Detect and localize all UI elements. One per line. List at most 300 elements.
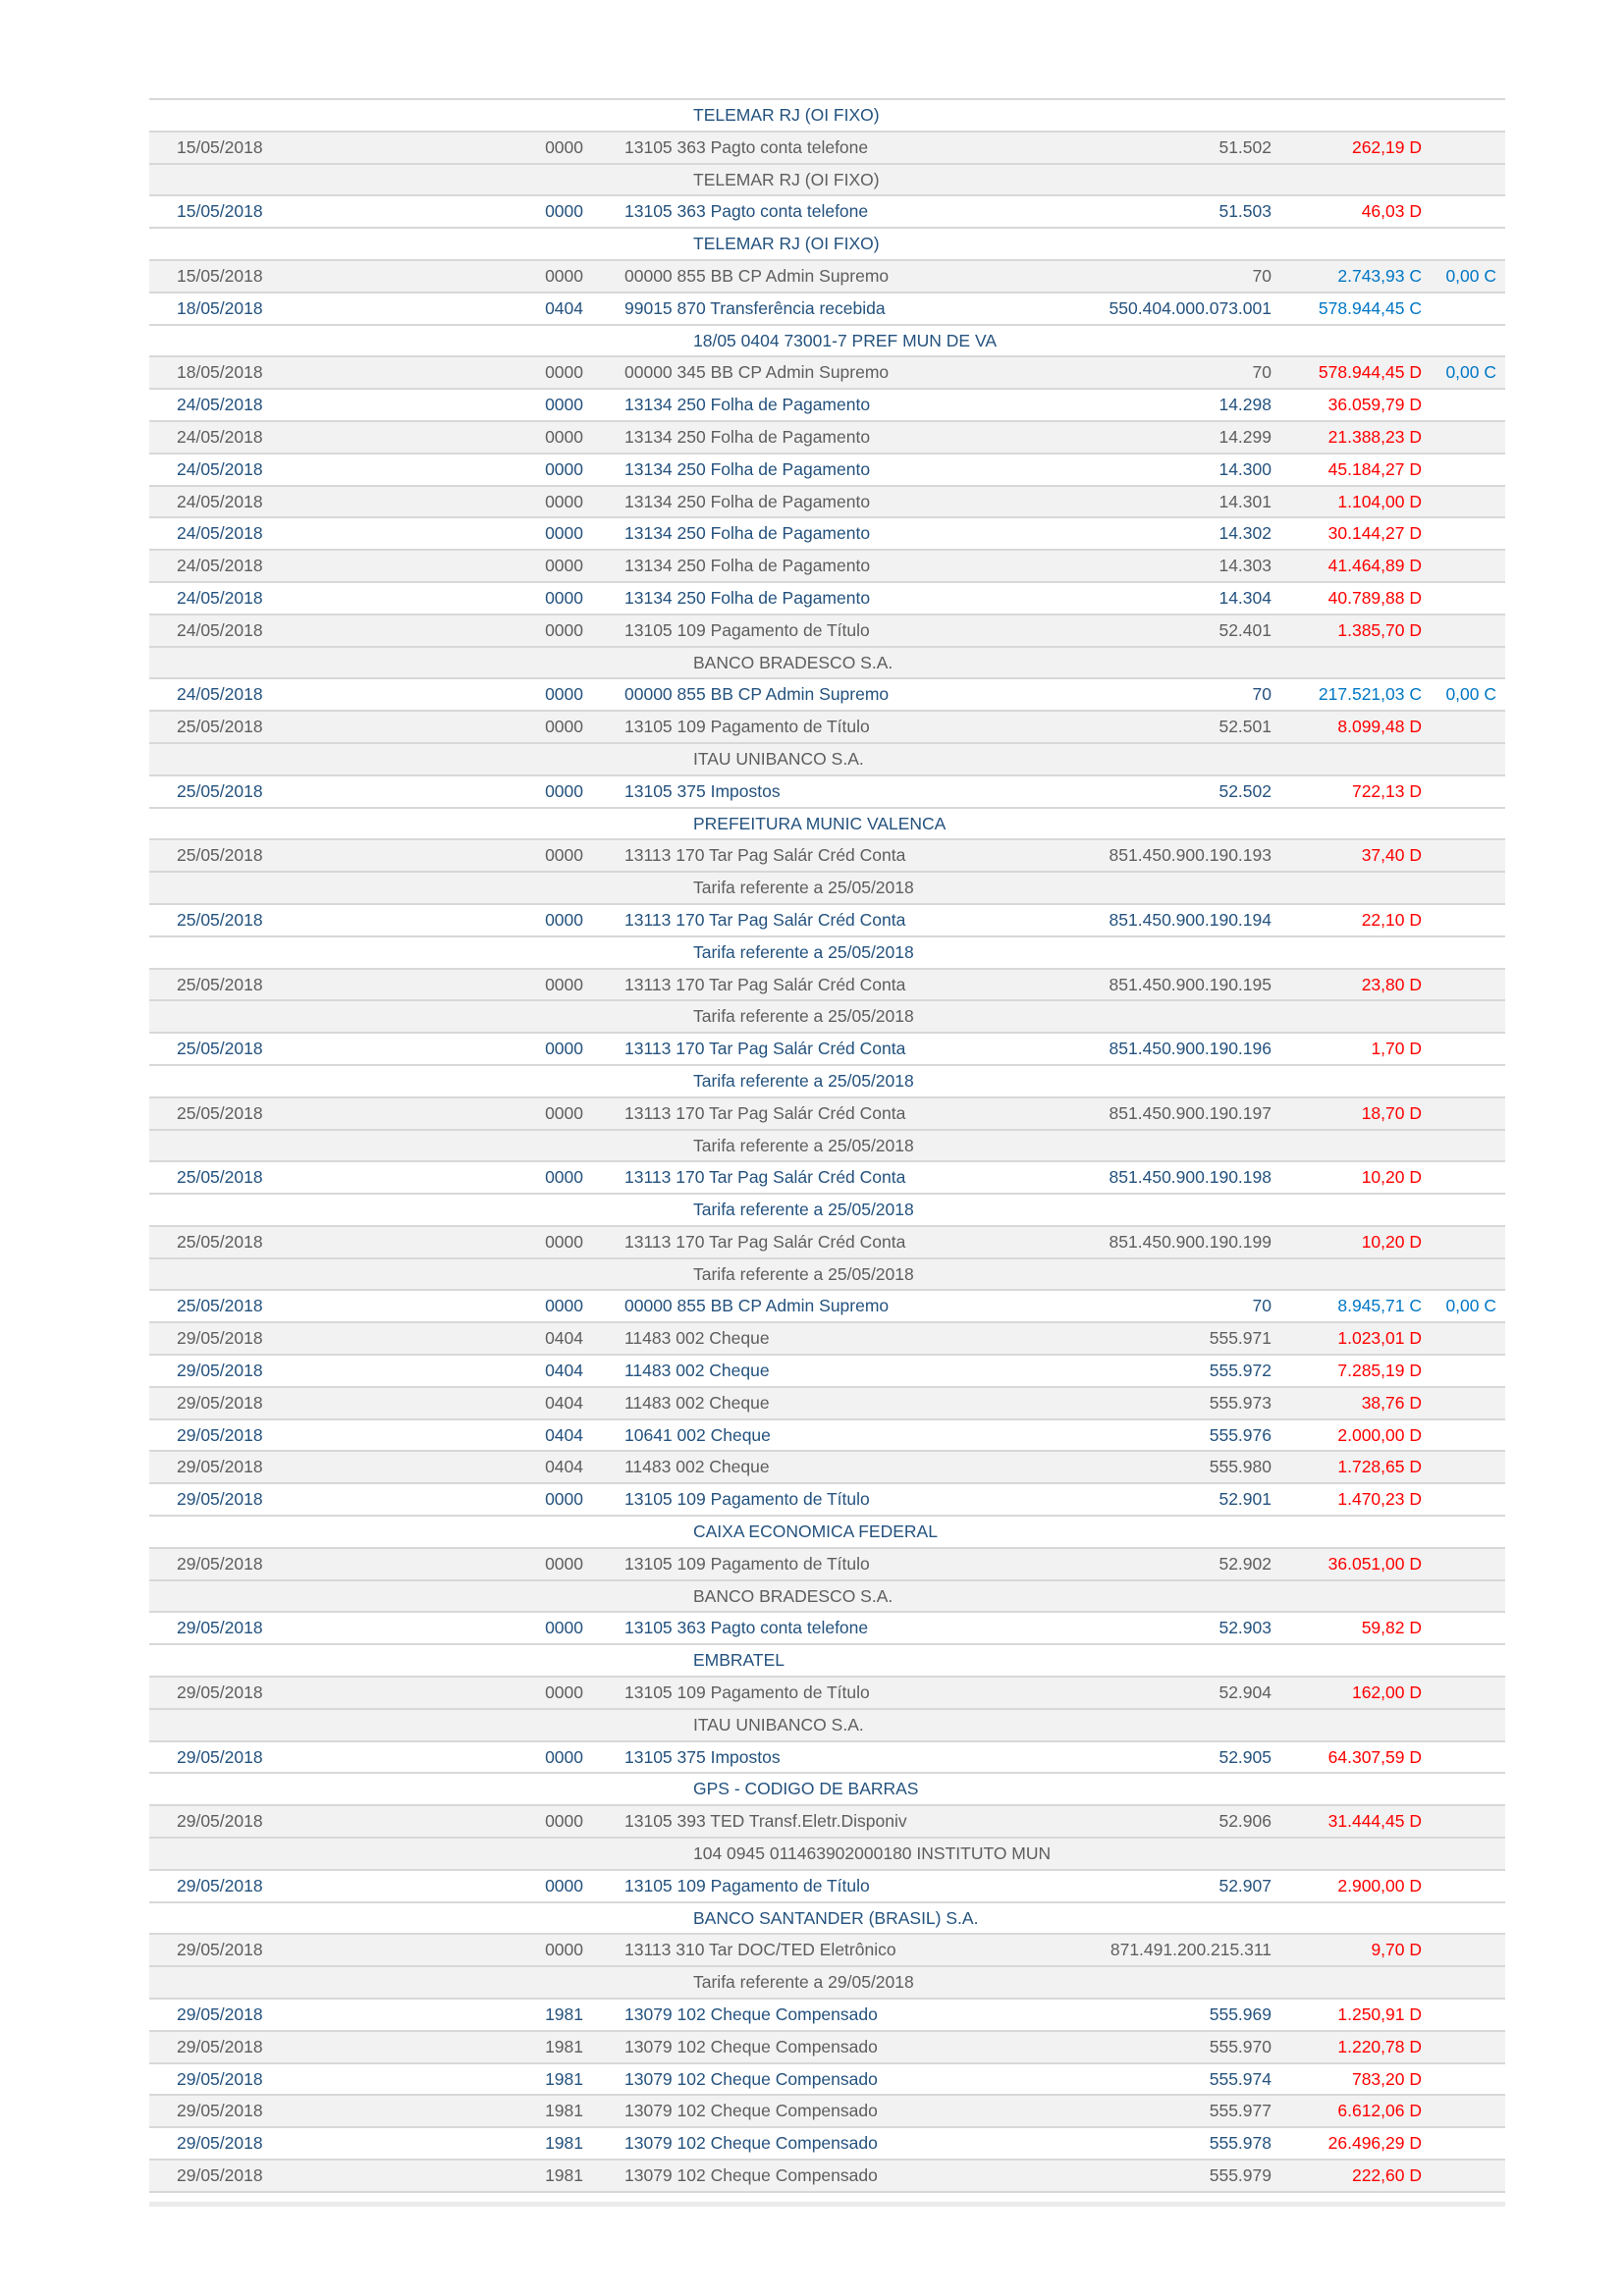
date-cell: 29/05/2018 [177,1746,263,1767]
branch-cell: 0000 [545,1682,583,1703]
description-cell: 13113 170 Tar Pag Salár Créd Conta [624,1102,906,1123]
branch-cell: 0000 [545,587,583,608]
date-cell: 29/05/2018 [177,2101,263,2121]
date-cell: 25/05/2018 [177,1039,263,1059]
transaction-row [149,2128,1505,2161]
document-cell: 555.979 [1209,2165,1272,2185]
date-cell: 24/05/2018 [177,395,263,415]
transaction-row [149,1098,1505,1131]
transaction-row [149,905,1505,937]
value-cell: 783,20 D [1351,2068,1422,2089]
detail-text: Tarifa referente a 25/05/2018 [693,1006,914,1027]
value-cell: 1.470,23 D [1337,1489,1422,1510]
document-cell: 70 [1252,362,1272,383]
date-cell: 18/05/2018 [177,297,263,318]
transaction-row [149,679,1505,712]
description-cell: 10641 002 Cheque [624,1424,771,1445]
document-cell: 70 [1252,1296,1272,1316]
value-cell: 45.184,27 D [1327,458,1422,479]
transaction-row [149,1388,1505,1420]
description-cell: 13105 109 Pagamento de Título [624,717,870,737]
branch-cell: 0000 [545,1296,583,1316]
description-cell: 13134 250 Folha de Pagamento [624,458,871,479]
description-cell: 13134 250 Folha de Pagamento [624,587,871,608]
value-cell: 22,10 D [1361,909,1422,930]
description-cell: 13134 250 Folha de Pagamento [624,491,871,511]
value-cell: 9,70 D [1371,1940,1422,1960]
description-cell: 13079 102 Cheque Compensado [624,2165,878,2185]
transaction-row [149,1323,1505,1356]
transaction-row [149,1935,1505,1967]
value-cell: 222,60 D [1351,2165,1422,2185]
value-cell: 30.144,27 D [1327,523,1422,544]
transaction-row [149,133,1505,165]
value-cell: 64.307,59 D [1327,1746,1422,1767]
detail-row [149,1645,1505,1678]
transaction-row [149,615,1505,648]
description-cell: 13105 363 Pagto conta telefone [624,1618,869,1638]
document-cell: 851.450.900.190.198 [1109,1167,1272,1188]
detail-row [149,809,1505,841]
document-cell: 550.404.000.073.001 [1109,297,1272,318]
date-cell: 25/05/2018 [177,909,263,930]
date-cell: 29/05/2018 [177,1875,263,1896]
transaction-row [149,1034,1505,1066]
date-cell: 15/05/2018 [177,136,263,157]
document-cell: 51.502 [1218,136,1272,157]
description-cell: 13105 109 Pagamento de Título [624,619,870,640]
description-cell: 13079 102 Cheque Compensado [624,2101,878,2121]
branch-cell: 0000 [545,684,583,705]
branch-cell: 0404 [545,1457,583,1477]
branch-cell: 0000 [545,845,583,866]
detail-text: TELEMAR RJ (OI FIXO) [693,234,880,254]
value-cell: 23,80 D [1361,974,1422,994]
date-cell: 29/05/2018 [177,1618,263,1638]
value-cell: 578.944,45 C [1318,297,1422,318]
value-cell: 1.023,01 D [1337,1328,1422,1349]
date-cell: 25/05/2018 [177,1296,263,1316]
balance-cell: 0,00 C [1445,1296,1496,1316]
branch-cell: 0000 [545,1231,583,1252]
transaction-row [149,2096,1505,2128]
value-cell: 36.059,79 D [1327,395,1422,415]
value-cell: 26.496,29 D [1327,2133,1422,2154]
date-cell: 29/05/2018 [177,1553,263,1574]
detail-text: TELEMAR RJ (OI FIXO) [693,105,880,125]
value-cell: 2.900,00 D [1337,1875,1422,1896]
description-cell: 13105 109 Pagamento de Título [624,1553,870,1574]
description-cell: 00000 345 BB CP Admin Supremo [624,362,890,383]
transaction-row [149,1678,1505,1710]
branch-cell: 1981 [545,2133,583,2154]
document-cell: 555.974 [1209,2068,1272,2089]
description-cell: 13105 363 Pagto conta telefone [624,201,869,222]
date-cell: 29/05/2018 [177,2165,263,2185]
description-cell: 13105 109 Pagamento de Título [624,1682,870,1703]
transaction-row [149,261,1505,294]
branch-cell: 0000 [545,1940,583,1960]
transaction-row [149,196,1505,229]
branch-cell: 0000 [545,780,583,801]
value-cell: 1.220,78 D [1337,2036,1422,2056]
branch-cell: 0000 [545,136,583,157]
value-cell: 1.385,70 D [1337,619,1422,640]
document-cell: 14.300 [1218,458,1272,479]
branch-cell: 0000 [545,909,583,930]
document-cell: 52.501 [1218,717,1272,737]
transaction-row [149,970,1505,1002]
branch-cell: 1981 [545,2004,583,2025]
value-cell: 21.388,23 D [1327,426,1422,447]
branch-cell: 0000 [545,523,583,544]
description-cell: 13079 102 Cheque Compensado [624,2133,878,2154]
value-cell: 10,20 D [1361,1231,1422,1252]
branch-cell: 0000 [545,619,583,640]
document-cell: 555.976 [1209,1424,1272,1445]
document-cell: 52.902 [1218,1553,1272,1574]
branch-cell: 0000 [545,1875,583,1896]
transaction-row [149,1227,1505,1259]
transaction-row [149,1356,1505,1388]
date-cell: 29/05/2018 [177,2133,263,2154]
detail-row [149,1259,1505,1292]
transaction-row [149,1291,1505,1323]
document-cell: 14.298 [1218,395,1272,415]
detail-text: EMBRATEL [693,1650,785,1671]
date-cell: 29/05/2018 [177,2068,263,2089]
date-cell: 24/05/2018 [177,587,263,608]
value-cell: 722,13 D [1351,780,1422,801]
document-cell: 14.302 [1218,523,1272,544]
branch-cell: 0000 [545,491,583,511]
description-cell: 99015 870 Transferência recebida [624,297,886,318]
document-cell: 52.401 [1218,619,1272,640]
transaction-row [149,2161,1505,2193]
detail-row [149,1195,1505,1227]
date-cell: 24/05/2018 [177,619,263,640]
detail-row [149,1839,1505,1871]
description-cell: 13113 170 Tar Pag Salár Créd Conta [624,974,906,994]
transaction-row [149,1420,1505,1453]
date-cell: 29/05/2018 [177,1489,263,1510]
detail-row [149,1517,1505,1549]
document-cell: 555.973 [1209,1392,1272,1413]
document-cell: 14.304 [1218,587,1272,608]
date-cell: 15/05/2018 [177,201,263,222]
detail-row [149,1581,1505,1614]
value-cell: 7.285,19 D [1337,1361,1422,1381]
document-cell: 555.977 [1209,2101,1272,2121]
description-cell: 11483 002 Cheque [624,1392,770,1413]
branch-cell: 0000 [545,717,583,737]
transaction-row [149,712,1505,744]
document-cell: 52.901 [1218,1489,1272,1510]
value-cell: 46,03 D [1361,201,1422,222]
description-cell: 13079 102 Cheque Compensado [624,2004,878,2025]
date-cell: 25/05/2018 [177,1102,263,1123]
transaction-row [149,422,1505,454]
branch-cell: 0000 [545,458,583,479]
date-cell: 29/05/2018 [177,1424,263,1445]
date-cell: 24/05/2018 [177,491,263,511]
document-cell: 555.970 [1209,2036,1272,2056]
document-cell: 52.907 [1218,1875,1272,1896]
value-cell: 162,00 D [1351,1682,1422,1703]
description-cell: 13105 363 Pagto conta telefone [624,136,869,157]
transaction-row [149,1742,1505,1775]
value-cell: 6.612,06 D [1337,2101,1422,2121]
document-cell: 14.303 [1218,556,1272,576]
branch-cell: 0000 [545,362,583,383]
description-cell: 13079 102 Cheque Compensado [624,2068,878,2089]
transaction-row [149,518,1505,551]
transaction-row [149,2000,1505,2032]
branch-cell: 0404 [545,1392,583,1413]
description-cell: 13079 102 Cheque Compensado [624,2036,878,2056]
description-cell: 00000 855 BB CP Admin Supremo [624,684,890,705]
document-cell: 555.980 [1209,1457,1272,1477]
value-cell: 38,76 D [1361,1392,1422,1413]
detail-text: GPS - CODIGO DE BARRAS [693,1779,919,1799]
detail-row [149,873,1505,905]
transaction-row [149,1162,1505,1195]
detail-text: ITAU UNIBANCO S.A. [693,748,864,769]
statement-table [149,98,1505,2193]
transaction-row [149,454,1505,487]
date-cell: 15/05/2018 [177,265,263,286]
value-cell: 10,20 D [1361,1167,1422,1188]
description-cell: 00000 855 BB CP Admin Supremo [624,1296,890,1316]
value-cell: 1.728,65 D [1337,1457,1422,1477]
document-cell: 851.450.900.190.194 [1109,909,1272,930]
document-cell: 851.450.900.190.193 [1109,845,1272,866]
description-cell: 13105 375 Impostos [624,780,781,801]
branch-cell: 0000 [545,265,583,286]
document-cell: 51.503 [1218,201,1272,222]
detail-row [149,744,1505,776]
date-cell: 29/05/2018 [177,1392,263,1413]
transaction-row [149,2032,1505,2064]
detail-text: ITAU UNIBANCO S.A. [693,1714,864,1735]
detail-text: PREFEITURA MUNIC VALENCA [693,813,947,833]
date-cell: 29/05/2018 [177,1682,263,1703]
branch-cell: 0000 [545,1039,583,1059]
description-cell: 13105 109 Pagamento de Título [624,1875,870,1896]
detail-row [149,229,1505,261]
branch-cell: 1981 [545,2068,583,2089]
date-cell: 24/05/2018 [177,426,263,447]
transaction-row [149,357,1505,390]
document-cell: 52.903 [1218,1618,1272,1638]
date-cell: 24/05/2018 [177,556,263,576]
description-cell: 13113 170 Tar Pag Salár Créd Conta [624,909,906,930]
date-cell: 29/05/2018 [177,1328,263,1349]
branch-cell: 0000 [545,1618,583,1638]
description-cell: 13113 170 Tar Pag Salár Créd Conta [624,1231,906,1252]
document-cell: 52.906 [1218,1811,1272,1832]
detail-row [149,1001,1505,1034]
date-cell: 24/05/2018 [177,458,263,479]
detail-text: BANCO SANTANDER (BRASIL) S.A. [693,1907,979,1928]
detail-text: Tarifa referente a 25/05/2018 [693,878,914,898]
document-cell: 871.491.200.215.311 [1110,1940,1272,1960]
date-cell: 18/05/2018 [177,362,263,383]
detail-row [149,326,1505,358]
value-cell: 262,19 D [1351,136,1422,157]
transaction-row [149,1871,1505,1903]
detail-text: Tarifa referente a 29/05/2018 [693,1972,914,1993]
detail-text: 104 0945 011463902000180 INSTITUTO MUN [693,1843,1052,1864]
value-cell: 1,70 D [1371,1039,1422,1059]
date-cell: 29/05/2018 [177,1361,263,1381]
detail-text: Tarifa referente a 25/05/2018 [693,1070,914,1091]
branch-cell: 1981 [545,2101,583,2121]
date-cell: 29/05/2018 [177,1457,263,1477]
value-cell: 40.789,88 D [1327,587,1422,608]
detail-row [149,165,1505,197]
branch-cell: 0404 [545,1361,583,1381]
document-cell: 52.904 [1218,1682,1272,1703]
document-cell: 52.905 [1218,1746,1272,1767]
detail-text: BANCO BRADESCO S.A. [693,652,893,672]
value-cell: 217.521,03 C [1318,684,1422,705]
date-cell: 29/05/2018 [177,2004,263,2025]
detail-text: Tarifa referente a 25/05/2018 [693,1263,914,1284]
document-cell: 555.969 [1209,2004,1272,2025]
branch-cell: 0000 [545,201,583,222]
balance-cell: 0,00 C [1445,265,1496,286]
balance-cell: 0,00 C [1445,684,1496,705]
description-cell: 00000 855 BB CP Admin Supremo [624,265,890,286]
transaction-row [149,1806,1505,1839]
document-cell: 70 [1252,265,1272,286]
detail-row [149,1774,1505,1806]
document-cell: 851.450.900.190.199 [1109,1231,1272,1252]
detail-text: 18/05 0404 73001-7 PREF MUN DE VA [693,330,998,350]
transaction-row [149,1613,1505,1645]
value-cell: 2.000,00 D [1337,1424,1422,1445]
date-cell: 25/05/2018 [177,780,263,801]
branch-cell: 0404 [545,1328,583,1349]
branch-cell: 0000 [545,1553,583,1574]
document-cell: 555.971 [1209,1328,1272,1349]
branch-cell: 0000 [545,974,583,994]
value-cell: 1.104,00 D [1337,491,1422,511]
branch-cell: 1981 [545,2036,583,2056]
value-cell: 2.743,93 C [1337,265,1422,286]
detail-text: Tarifa referente a 25/05/2018 [693,1135,914,1155]
document-cell: 555.972 [1209,1361,1272,1381]
description-cell: 13113 170 Tar Pag Salár Créd Conta [624,1167,906,1188]
branch-cell: 0404 [545,1424,583,1445]
date-cell: 29/05/2018 [177,1811,263,1832]
detail-text: CAIXA ECONOMICA FEDERAL [693,1522,938,1542]
value-cell: 31.444,45 D [1327,1811,1422,1832]
document-cell: 851.450.900.190.197 [1109,1102,1272,1123]
detail-row [149,937,1505,970]
branch-cell: 0000 [545,556,583,576]
detail-text: TELEMAR RJ (OI FIXO) [693,169,880,189]
document-cell: 70 [1252,684,1272,705]
description-cell: 11483 002 Cheque [624,1457,770,1477]
description-cell: 13113 310 Tar DOC/TED Eletrônico [624,1940,896,1960]
transaction-row [149,551,1505,583]
detail-text: BANCO BRADESCO S.A. [693,1585,893,1606]
date-cell: 25/05/2018 [177,1167,263,1188]
date-cell: 25/05/2018 [177,1231,263,1252]
transaction-row [149,1484,1505,1517]
branch-cell: 0000 [545,1167,583,1188]
branch-cell: 0000 [545,1811,583,1832]
document-cell: 14.299 [1218,426,1272,447]
description-cell: 13134 250 Folha de Pagamento [624,426,871,447]
description-cell: 11483 002 Cheque [624,1328,770,1349]
date-cell: 29/05/2018 [177,2036,263,2056]
date-cell: 24/05/2018 [177,684,263,705]
transaction-row [149,294,1505,326]
description-cell: 13134 250 Folha de Pagamento [624,556,871,576]
branch-cell: 0404 [545,297,583,318]
description-cell: 13113 170 Tar Pag Salár Créd Conta [624,845,906,866]
transaction-row [149,1452,1505,1484]
date-cell: 24/05/2018 [177,523,263,544]
date-cell: 25/05/2018 [177,845,263,866]
detail-row [149,1903,1505,1936]
detail-row [149,1967,1505,2000]
date-cell: 25/05/2018 [177,974,263,994]
detail-text: Tarifa referente a 25/05/2018 [693,941,914,962]
transaction-row [149,840,1505,873]
detail-row [149,1131,1505,1163]
description-cell: 13105 109 Pagamento de Título [624,1489,870,1510]
description-cell: 11483 002 Cheque [624,1361,770,1381]
branch-cell: 1981 [545,2165,583,2185]
transaction-row [149,583,1505,615]
table-bottom-bar [149,2202,1505,2207]
transaction-row [149,487,1505,519]
detail-row [149,1066,1505,1098]
document-cell: 851.450.900.190.195 [1109,974,1272,994]
value-cell: 36.051,00 D [1327,1553,1422,1574]
detail-row [149,1710,1505,1742]
balance-cell: 0,00 C [1445,362,1496,383]
description-cell: 13105 393 TED Transf.Eletr.Disponiv [624,1811,907,1832]
transaction-row [149,776,1505,809]
branch-cell: 0000 [545,1489,583,1510]
value-cell: 18,70 D [1361,1102,1422,1123]
value-cell: 41.464,89 D [1327,556,1422,576]
document-cell: 52.502 [1218,780,1272,801]
transaction-row [149,1549,1505,1581]
detail-row [149,648,1505,680]
branch-cell: 0000 [545,1746,583,1767]
date-cell: 29/05/2018 [177,1940,263,1960]
description-cell: 13134 250 Folha de Pagamento [624,395,871,415]
transaction-row [149,390,1505,422]
document-cell: 851.450.900.190.196 [1109,1039,1272,1059]
branch-cell: 0000 [545,426,583,447]
value-cell: 59,82 D [1361,1618,1422,1638]
value-cell: 37,40 D [1361,845,1422,866]
value-cell: 8.099,48 D [1337,717,1422,737]
description-cell: 13134 250 Folha de Pagamento [624,523,871,544]
date-cell: 25/05/2018 [177,717,263,737]
value-cell: 1.250,91 D [1337,2004,1422,2025]
detail-text: Tarifa referente a 25/05/2018 [693,1200,914,1220]
detail-row [149,100,1505,133]
branch-cell: 0000 [545,395,583,415]
